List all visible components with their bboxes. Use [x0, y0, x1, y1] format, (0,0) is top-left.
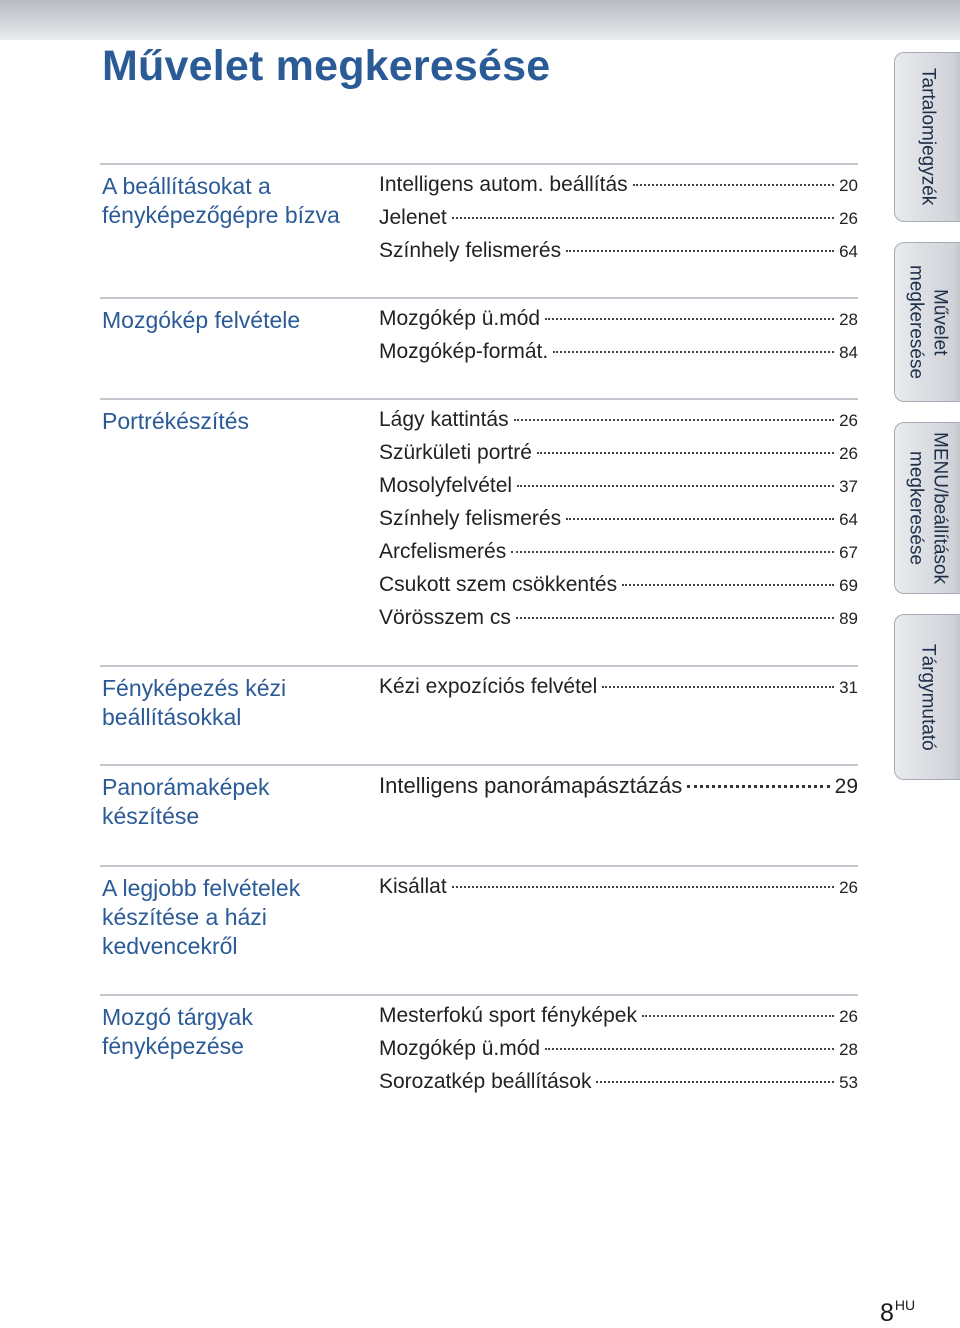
section-manual [100, 665, 858, 730]
toc-entry[interactable]: Mozgókép-formát. 84 [379, 340, 858, 363]
toc-entry[interactable]: Intelligens autom. beállítás 20 [379, 173, 858, 196]
section-pets [100, 865, 858, 959]
toc-entry[interactable]: Mesterfokú sport fényképek 26 [379, 1004, 858, 1027]
category-label: Fényképezés kézi beállításokkal [102, 675, 287, 730]
category-label: Mozgókép felvétele [102, 307, 301, 333]
toc-entry[interactable]: Sorozatkép beállítások 53 [379, 1070, 858, 1093]
page-title: Művelet megkeresése [102, 42, 551, 90]
toc-entry[interactable]: Vörösszem cs 89 [379, 606, 858, 629]
category-label: Mozgó tárgyak fényképezése [102, 1004, 253, 1059]
category-label: Portrékészítés [102, 408, 249, 434]
toc-entry[interactable]: Színhely felismerés 64 [379, 239, 858, 262]
tab-index[interactable] [894, 614, 960, 780]
page-lang: HU [894, 1297, 916, 1313]
toc-entry[interactable]: Szürkületi portré 26 [379, 441, 858, 464]
toc-entry[interactable]: Lágy kattintás 26 [379, 408, 858, 431]
toc-entry[interactable]: Jelenet 26 [379, 206, 858, 229]
toc-entry[interactable]: Csukott szem csökkentés 69 [379, 573, 858, 596]
section-moving [100, 994, 858, 1093]
tab-label: Művelet megkeresése [905, 264, 951, 380]
section-auto [100, 163, 858, 262]
section-movie [100, 297, 858, 363]
section-portrait [100, 398, 858, 629]
toc-entry[interactable]: Kézi expozíciós felvétel 31 [379, 675, 858, 698]
header-bar [0, 0, 960, 40]
tab-label: Tárgymutató [917, 643, 939, 751]
toc-entry[interactable]: Intelligens panorámapásztázás 29 [379, 773, 858, 798]
tab-operation-search[interactable] [894, 242, 960, 402]
toc-entry[interactable]: Mozgókép ü.mód 28 [379, 1037, 858, 1060]
toc-entry[interactable]: Mozgókép ü.mód 28 [379, 307, 858, 330]
toc-entry[interactable]: Kisállat 26 [379, 875, 858, 898]
category-label: Panorámaképek készítése [102, 774, 270, 829]
section-panorama [100, 764, 858, 829]
toc-entry[interactable]: Arcfelismerés 67 [379, 540, 858, 563]
category-label: A legjobb felvételek készítése a házi kedvencekről [102, 875, 301, 959]
page-number: $8^{HU}$ [880, 1297, 916, 1327]
toc-entry[interactable]: Színhely felismerés 64 [379, 507, 858, 530]
tab-label: Tartalomjegyzék [917, 68, 939, 206]
toc-entry[interactable]: Mosolyfelvétel 37 [379, 474, 858, 497]
category-label: A beállításokat a fényképezőgépre bízva [102, 173, 340, 228]
tab-label: MENU/beállítások megkeresése [905, 431, 951, 585]
tab-contents[interactable] [894, 52, 960, 222]
tab-menu-settings-search[interactable] [894, 422, 960, 594]
